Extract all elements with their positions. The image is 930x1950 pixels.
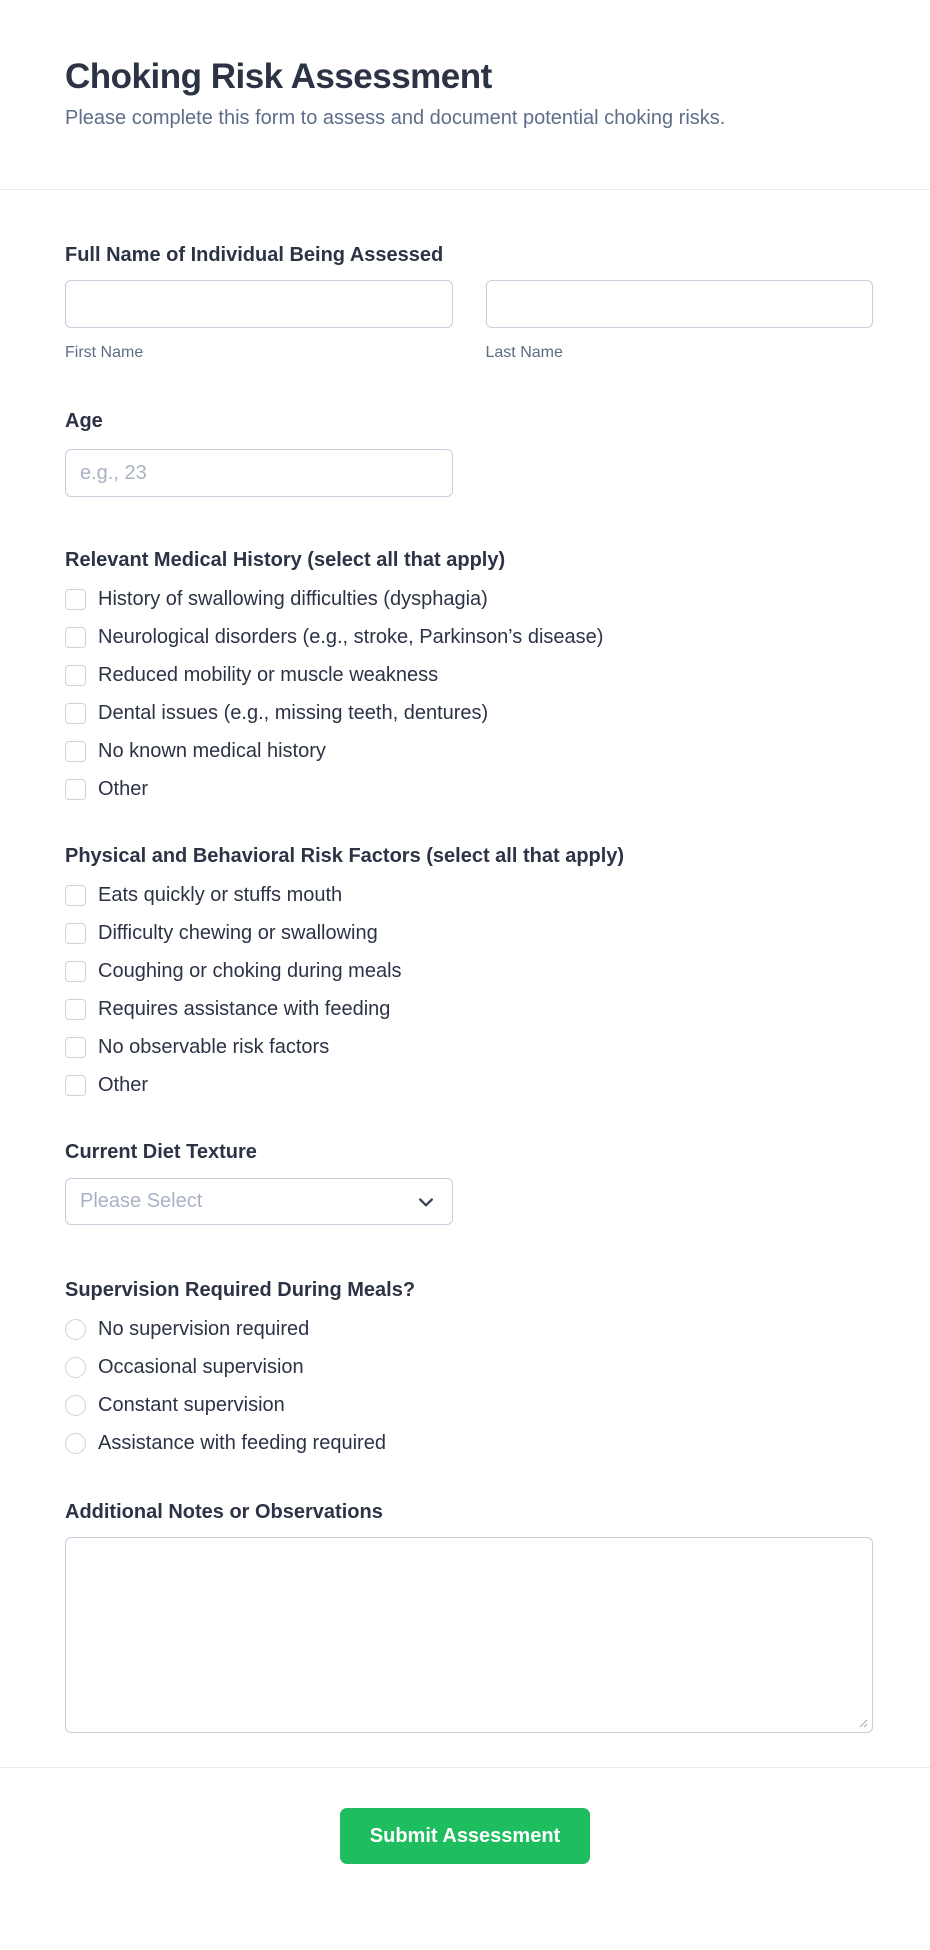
risk-factors-label: Physical and Behavioral Risk Factors (select all that apply) xyxy=(65,845,625,867)
diet-texture-label: Current Diet Texture xyxy=(65,1141,257,1163)
supervision-options xyxy=(65,1317,873,1455)
medical-option-dysphagia[interactable] xyxy=(65,587,873,611)
notes-label: Additional Notes or Observations xyxy=(65,1501,383,1523)
select-placeholder: Please Select xyxy=(80,1190,203,1212)
question-supervision xyxy=(65,1277,873,1455)
last-name-field[interactable] xyxy=(486,280,874,328)
risk-option-no-observable[interactable] xyxy=(65,1035,873,1059)
supervision-option-none[interactable] xyxy=(65,1317,873,1341)
option-label: No observable risk factors xyxy=(98,1036,330,1058)
radio[interactable] xyxy=(65,1395,86,1416)
question-notes xyxy=(65,1499,873,1733)
age-field[interactable] xyxy=(65,449,453,497)
checkbox[interactable] xyxy=(65,703,86,724)
notes-textarea[interactable] xyxy=(65,1537,873,1733)
checkbox[interactable] xyxy=(65,961,86,982)
full-name-inputs xyxy=(65,280,873,362)
medical-option-other[interactable] xyxy=(65,777,873,801)
option-label: No known medical history xyxy=(98,740,326,762)
medical-history-label: Relevant Medical History (select all that apply) xyxy=(65,549,506,571)
option-label: No supervision required xyxy=(98,1318,310,1340)
supervision-option-occasional[interactable] xyxy=(65,1355,873,1379)
option-label: Occasional supervision xyxy=(98,1356,304,1378)
checkbox[interactable] xyxy=(65,1037,86,1058)
medical-history-options xyxy=(65,587,873,801)
checkbox[interactable] xyxy=(65,999,86,1020)
option-label: Reduced mobility or muscle weakness xyxy=(98,664,439,686)
radio[interactable] xyxy=(65,1357,86,1378)
header-divider xyxy=(0,189,930,190)
submit-row xyxy=(0,1768,930,1864)
option-label: Coughing or choking during meals xyxy=(98,960,402,982)
option-label: Dental issues (e.g., missing teeth, dentures) xyxy=(98,702,489,724)
supervision-label: Supervision Required During Meals? xyxy=(65,1279,416,1301)
option-label: History of swallowing difficulties (dysphagia) xyxy=(98,588,488,610)
checkbox[interactable] xyxy=(65,885,86,906)
submit-button[interactable]: Submit Assessment xyxy=(340,1808,590,1864)
risk-option-difficulty-chewing[interactable] xyxy=(65,921,873,945)
risk-option-coughing[interactable] xyxy=(65,959,873,983)
risk-option-requires-assistance[interactable] xyxy=(65,997,873,1021)
option-label: Other xyxy=(98,1074,149,1096)
checkbox[interactable] xyxy=(65,779,86,800)
last-name-sublabel: Last Name xyxy=(485,344,563,361)
checkbox[interactable] xyxy=(65,589,86,610)
chevron-down-icon xyxy=(416,1192,436,1212)
option-label: Eats quickly or stuffs mouth xyxy=(98,884,343,906)
last-name-col xyxy=(486,280,874,362)
option-label: Other xyxy=(98,778,149,800)
first-name-field[interactable] xyxy=(65,280,453,328)
risk-factors-options xyxy=(65,883,873,1097)
form-subtitle: Please complete this form to assess and document potential choking risks. xyxy=(65,107,726,129)
checkbox[interactable] xyxy=(65,665,86,686)
radio[interactable] xyxy=(65,1433,86,1454)
question-risk-factors xyxy=(65,843,873,1097)
full-name-label: Full Name of Individual Being Assessed xyxy=(65,244,444,266)
checkbox[interactable] xyxy=(65,741,86,762)
option-label: Requires assistance with feeding xyxy=(98,998,391,1020)
form-header xyxy=(0,0,930,131)
checkbox[interactable] xyxy=(65,1075,86,1096)
form-body xyxy=(0,242,930,1733)
first-name-col xyxy=(65,280,453,362)
option-label: Difficulty chewing or swallowing xyxy=(98,922,378,944)
medical-option-no-history[interactable] xyxy=(65,739,873,763)
checkbox[interactable] xyxy=(65,627,86,648)
form-title: Choking Risk Assessment xyxy=(65,57,492,96)
checkbox[interactable] xyxy=(65,923,86,944)
diet-texture-select[interactable] xyxy=(65,1178,453,1225)
question-age xyxy=(65,408,873,497)
question-diet-texture xyxy=(65,1139,873,1225)
risk-option-other[interactable] xyxy=(65,1073,873,1097)
supervision-option-assistance[interactable] xyxy=(65,1431,873,1455)
option-label: Neurological disorders (e.g., stroke, Parkinson’s disease) xyxy=(98,626,604,648)
first-name-sublabel: First Name xyxy=(65,344,144,361)
medical-option-neurological[interactable] xyxy=(65,625,873,649)
option-label: Assistance with feeding required xyxy=(98,1432,386,1454)
risk-option-eats-quickly[interactable] xyxy=(65,883,873,907)
medical-option-dental[interactable] xyxy=(65,701,873,725)
radio[interactable] xyxy=(65,1319,86,1340)
medical-option-reduced-mobility[interactable] xyxy=(65,663,873,687)
question-medical-history xyxy=(65,547,873,801)
option-label: Constant supervision xyxy=(98,1394,285,1416)
notes-textarea-wrap xyxy=(65,1537,873,1733)
supervision-option-constant[interactable] xyxy=(65,1393,873,1417)
question-full-name xyxy=(65,242,873,362)
age-label: Age xyxy=(65,410,103,432)
